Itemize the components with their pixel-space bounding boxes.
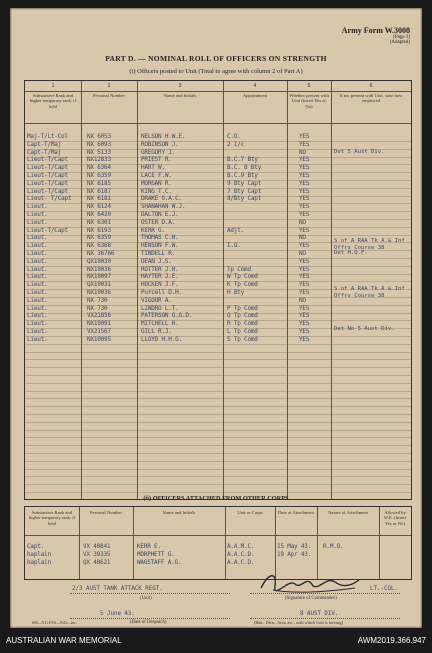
remark-cell: S of A RAA Tk A & Inf Offrs Course 38 <box>334 285 405 299</box>
present-cell: YES <box>299 140 310 148</box>
name-cell: MORPHETT G. <box>137 551 175 558</box>
rank-cell: Capt-T/Maj <box>27 140 62 148</box>
ruling-line <box>25 367 411 368</box>
rank-cell: Lieut. <box>27 250 48 257</box>
ruling-line <box>25 203 411 204</box>
appointment-cell: H Bty <box>227 289 245 296</box>
name-cell: TINDELL R. <box>141 250 176 257</box>
column-divider <box>379 507 380 579</box>
ruling-line <box>25 461 411 462</box>
header-bottom <box>25 123 411 124</box>
number-cell: NX 730 <box>87 304 108 312</box>
name-cell: HAYTER J.E. <box>141 273 179 281</box>
name-cell: KING T.C. <box>141 187 172 195</box>
column-header: Personal Number <box>92 93 126 98</box>
appointment-cell: K Tp Comd <box>227 281 258 289</box>
name-cell: LINDRO L.T. <box>141 304 179 312</box>
ruling-line <box>25 453 411 454</box>
rank-cell: Lieut. <box>27 304 48 312</box>
part-title: PART D. — NOMINAL ROLL OF OFFICERS ON STRENGTH <box>105 54 327 63</box>
present-cell: YES <box>299 156 310 164</box>
number-cell: NX 6364 <box>87 164 111 172</box>
bde-label: (Bde., Divn., Area, etc., with which Unit is serving) <box>254 620 343 625</box>
number-cell: NX19091 <box>87 320 111 328</box>
bde-typed: 8 AUST DIV. <box>300 611 339 617</box>
column-divider <box>133 507 134 579</box>
caption-accession: AWM2019.366.947 <box>357 636 426 645</box>
appointment-cell: Adjt. <box>227 226 245 234</box>
present-cell: YES <box>299 273 310 281</box>
present-cell: NO <box>299 296 306 304</box>
ruling-line <box>25 281 411 282</box>
ruling-line <box>25 305 411 306</box>
ruling-line <box>25 336 411 337</box>
ruling-line <box>25 274 411 275</box>
form-number <box>342 26 410 45</box>
ruling-line <box>25 211 411 212</box>
column-header: Name and Initials <box>162 510 196 515</box>
number-cell: NX19097 <box>87 273 111 281</box>
present-cell: YES <box>299 304 310 312</box>
present-cell: YES <box>299 320 310 328</box>
unit-label: (Unit) <box>140 596 152 601</box>
corps-cell: A.A.C.D. <box>227 551 255 558</box>
ruling-line <box>25 313 411 314</box>
rank-cell: Lieut. <box>27 273 48 281</box>
ruling-line <box>25 406 411 407</box>
present-cell: YES <box>299 187 310 195</box>
appointment-cell: B.C.9 Bty <box>227 172 258 179</box>
column-divider <box>225 507 226 579</box>
header-bottom <box>25 535 411 536</box>
rank-cell: Lieut-T/Capt <box>27 226 68 234</box>
column-number: 6 <box>369 83 373 89</box>
number-cell: QX 48621 <box>83 559 111 566</box>
rank-cell: Lieut-T/Capt <box>27 187 68 195</box>
nature-cell: R.M.O. <box>323 543 344 550</box>
name-cell: LACE F.W. <box>141 172 172 179</box>
rank-cell: Lieut. <box>27 257 48 265</box>
rank-cell: Maj-T/Lt-Col <box>27 133 68 140</box>
corps-cell: A.A.M.C. <box>227 543 255 550</box>
name-cell: GREGORY J. <box>141 148 176 156</box>
number-cell: NX 6185 <box>87 179 111 187</box>
present-cell: YES <box>299 265 310 273</box>
ruling-line <box>25 172 411 173</box>
column-header: Date of Attachment <box>278 510 314 515</box>
name-cell: Purcell D.H. <box>141 289 182 296</box>
caption-institution: AUSTRALIAN WAR MEMORIAL <box>6 636 122 645</box>
column-header: Name and Initials <box>163 93 197 98</box>
unit-line <box>70 593 230 594</box>
section1-title: (i) Officers posted to Unit (Total to agree with column 2 of Part A) <box>129 68 303 75</box>
rank-cell: Lieut. <box>27 320 48 328</box>
rank-cell: haplain <box>27 551 51 558</box>
name-cell: PATERSON G.G.D. <box>141 312 193 320</box>
column-header: Allowed by W.E. (Insert Yes or No) <box>383 510 407 526</box>
number-cell: NX 6368 <box>87 242 111 250</box>
number-cell: VX 39335 <box>83 551 111 558</box>
column-number: 5 <box>307 83 311 89</box>
number-cell: NX 6093 <box>87 140 111 148</box>
name-cell: DRAKE G.A.C. <box>141 195 182 203</box>
name-cell: LLOYD H.H.G. <box>141 335 182 343</box>
appointment-cell: 7 Bty Capt <box>227 187 262 195</box>
ruling-line <box>25 250 411 251</box>
column-header: If not present with Unit, state how employed <box>339 93 403 104</box>
column-header: Unit or Corps <box>237 510 263 515</box>
ruling-line <box>25 235 411 236</box>
remark-cell: Det H.Q.F. <box>334 250 368 256</box>
name-cell: PRIEST R. <box>141 156 172 164</box>
number-cell: VX21567 <box>87 328 111 335</box>
column-number: 2 <box>107 83 111 89</box>
date-line <box>70 618 230 619</box>
rank-cell: Lieut-T/Capt <box>27 179 68 187</box>
column-header: Nature of Attachment <box>328 510 368 515</box>
number-cell: NX 6359 <box>87 234 111 242</box>
present-cell: YES <box>299 179 310 187</box>
present-cell: YES <box>299 164 310 172</box>
name-cell: KERR E. <box>137 543 161 550</box>
present-cell: YES <box>299 328 310 335</box>
column-header: Whether present with Unit (Insert Yes or No) <box>289 93 329 109</box>
name-cell: SHANAHAN W.J. <box>141 203 186 211</box>
number-cell: NX 6301 <box>87 218 111 226</box>
column-number: 1 <box>51 83 55 89</box>
rank-cell: Lieut. <box>27 328 48 335</box>
date-cell: 19 Apr 43. <box>277 551 312 558</box>
rank-cell: haplain <box>27 559 51 566</box>
rank-cell: Capt. <box>27 543 45 550</box>
rank-cell: Lieut. <box>27 265 48 273</box>
ruling-line <box>25 266 411 267</box>
commander-signature <box>255 568 365 596</box>
rank-cell: Lieut-T/Capt <box>27 172 68 179</box>
number-cell: NX19036 <box>87 265 111 273</box>
name-cell: DALTON E.J. <box>141 211 179 218</box>
ruling-line <box>25 445 411 446</box>
remark-cell: Det No 5 Aust Div. <box>334 326 395 333</box>
number-cell: NX10095 <box>87 335 111 343</box>
section2-title: (ii) OFFICERS ATTACHED FROM OTHER CORPS <box>143 495 289 502</box>
present-cell: YES <box>299 203 310 211</box>
ruling-line <box>25 188 411 189</box>
appointment-cell: Q Tp Comd <box>227 312 258 320</box>
appointment-cell: L Tp Comd <box>227 328 258 335</box>
rank-cell: Lieut. <box>27 312 48 320</box>
name-cell: WAGSTAFF A.G. <box>137 559 182 566</box>
remark-cell: S of A RAA Tk A & Inf Offrs Course 38 <box>334 237 405 251</box>
column-number: 3 <box>178 83 182 89</box>
number-cell: NX 6193 <box>87 226 111 234</box>
form-sheet <box>10 8 422 628</box>
present-cell: NO <box>299 234 306 242</box>
rank-cell: Lieut. <box>27 281 48 289</box>
appointment-cell: B.C.7 Bty <box>227 156 258 164</box>
number-cell: VX 40841 <box>83 543 111 550</box>
present-cell: YES <box>299 133 310 140</box>
date-typed: 5 June 43. <box>100 611 135 617</box>
ruling-line <box>25 227 411 228</box>
signature-line <box>250 593 400 594</box>
print-code: 600—N.G.P.P.S—8/43—2m. <box>32 621 77 625</box>
number-cell: NX19036 <box>87 289 111 296</box>
name-cell: VIGOUR A. <box>141 296 172 304</box>
ruling-line <box>25 352 411 353</box>
present-cell: NO <box>299 250 306 257</box>
present-cell: YES <box>299 281 310 289</box>
column-divider <box>79 507 80 579</box>
rank-cell: Lieut. <box>27 296 48 304</box>
name-cell: HOCKEN J.F. <box>141 281 179 289</box>
ruling-line <box>25 289 411 290</box>
number-cell: NX 6420 <box>87 211 111 218</box>
ruling-line <box>25 149 411 150</box>
name-cell: ROTTER J.H. <box>141 265 179 273</box>
ruling-line <box>25 344 411 345</box>
unit-typed: 2/3 AUST TANK ATTACK REGT. <box>72 586 163 592</box>
rank-cell: Lieut. <box>27 335 48 343</box>
present-cell: YES <box>299 242 310 250</box>
name-cell: MORGAN R. <box>141 179 172 187</box>
column-header: Appointment <box>242 93 268 98</box>
number-cell: NX12833 <box>87 156 111 164</box>
remark-cell: Det 5 Aust Div. <box>334 148 385 155</box>
rank-cell: Lieut. <box>27 211 48 218</box>
name-cell: DEAN J.S. <box>141 257 172 265</box>
appointment-cell: S Tp Comd <box>227 335 258 343</box>
ruling-line <box>25 383 411 384</box>
corps-cell: A.A.C.D. <box>227 559 255 566</box>
name-cell: KERR G. <box>141 226 165 234</box>
officers-posted-table <box>24 80 412 500</box>
rank-cell: Lieut-T/Capt <box>27 164 68 172</box>
ruling-line <box>25 391 411 392</box>
form-page: (Page 3) <box>393 35 410 40</box>
column-header: Personal Number <box>89 510 123 515</box>
appointment-cell: P Tp Comd <box>227 304 258 312</box>
date-cell: 15 May 43. <box>277 543 312 550</box>
ruling-line <box>25 180 411 181</box>
rank-cell: Lieut. <box>27 203 48 211</box>
name-cell: OSTER D.A. <box>141 218 176 226</box>
ruling-line <box>25 328 411 329</box>
ruling-line <box>25 398 411 399</box>
rank-cell: Lieut- T/Capt <box>27 195 72 203</box>
name-cell: THOMAS C.H. <box>141 234 179 242</box>
ruling-line <box>25 414 411 415</box>
number-cell: NX 6359 <box>87 172 111 179</box>
header-divider <box>25 91 411 92</box>
name-cell: ROBINSON J. <box>141 140 179 148</box>
appointment-cell: R Tp Comd <box>227 320 258 328</box>
present-cell: YES <box>299 172 310 179</box>
name-cell: HENSON F.W. <box>141 242 179 250</box>
present-cell: NO <box>299 148 306 156</box>
number-cell: VX21856 <box>87 312 111 320</box>
present-cell: YES <box>299 335 310 343</box>
name-cell: GILL R.J. <box>141 328 172 335</box>
bde-line <box>250 618 400 619</box>
present-cell: YES <box>299 312 310 320</box>
rank-cell: Lieut-T/Capt <box>27 156 68 164</box>
name-cell: HART W. <box>141 164 165 172</box>
column-header: Substantive Rank and higher temporary rank, if held <box>28 510 76 526</box>
date-label: (Date of Despatch) <box>130 620 167 625</box>
appointment-cell: 2 i/c <box>227 140 245 148</box>
ruling-line <box>25 484 411 485</box>
name-cell: NELSON H.W.E. <box>141 133 186 140</box>
rank-cell: Capt-T/Maj <box>27 148 62 156</box>
present-cell: YES <box>299 226 310 234</box>
number-cell: NX 6124 <box>87 203 111 211</box>
ruling-line <box>25 476 411 477</box>
rank-cell: Lieut. <box>27 242 48 250</box>
appointment-cell: Tp Comd <box>227 265 251 273</box>
column-header: Substantive Rank and higher temporary rank, if held <box>29 93 77 109</box>
signature-label: (Signature of Commander) <box>285 596 337 601</box>
number-cell: NX 6181 <box>87 195 111 203</box>
column-number: 4 <box>253 83 257 89</box>
ruling-line <box>25 242 411 243</box>
number-cell: QX19031 <box>87 281 111 289</box>
ruling-line <box>25 375 411 376</box>
number-cell: NX 36766 <box>87 250 115 257</box>
rank-cell: Lieut. <box>27 218 48 226</box>
ruling-line <box>25 219 411 220</box>
appointment-cell: I.O. <box>227 242 241 250</box>
ruling-line <box>25 430 411 431</box>
ruling-line <box>25 492 411 493</box>
number-cell: NX 6053 <box>87 133 111 140</box>
form-adapted: (Adapted) <box>389 40 410 45</box>
ruling-line <box>25 359 411 360</box>
rank-cell: Lieut. <box>27 234 48 242</box>
present-cell: YES <box>299 289 310 296</box>
ruling-line <box>25 141 411 142</box>
appointment-cell: 9 Bty Capt <box>227 179 262 187</box>
ruling-line <box>25 422 411 423</box>
ruling-line <box>25 157 411 158</box>
ruling-line <box>25 297 411 298</box>
appointment-cell: B.C. 8 Bty <box>227 164 262 172</box>
rank-cell: Lieut. <box>27 289 48 296</box>
number-cell: NX 6187 <box>87 187 111 195</box>
present-cell: YES <box>299 211 310 218</box>
appointment-cell: W Tp Comd <box>227 273 258 281</box>
ruling-line <box>25 164 411 165</box>
number-cell: NX 730 <box>87 296 108 304</box>
number-cell: NX 5133 <box>87 148 111 156</box>
present-cell: YES <box>299 195 310 203</box>
ruling-line <box>25 320 411 321</box>
present-cell: YES <box>299 257 310 265</box>
ruling-line <box>25 258 411 259</box>
ruling-line <box>25 196 411 197</box>
present-cell: NO <box>299 218 306 226</box>
rank-typed: LT.-COL. <box>370 586 398 592</box>
ruling-line <box>25 469 411 470</box>
number-cell: QX19030 <box>87 257 111 265</box>
appointment-cell: 8/Bty Capt <box>227 195 262 203</box>
appointment-cell: C.O. <box>227 133 241 140</box>
form-name: Army Form W.3008 <box>341 26 410 35</box>
ruling-line <box>25 437 411 438</box>
name-cell: MITCHELL H. <box>141 320 179 328</box>
